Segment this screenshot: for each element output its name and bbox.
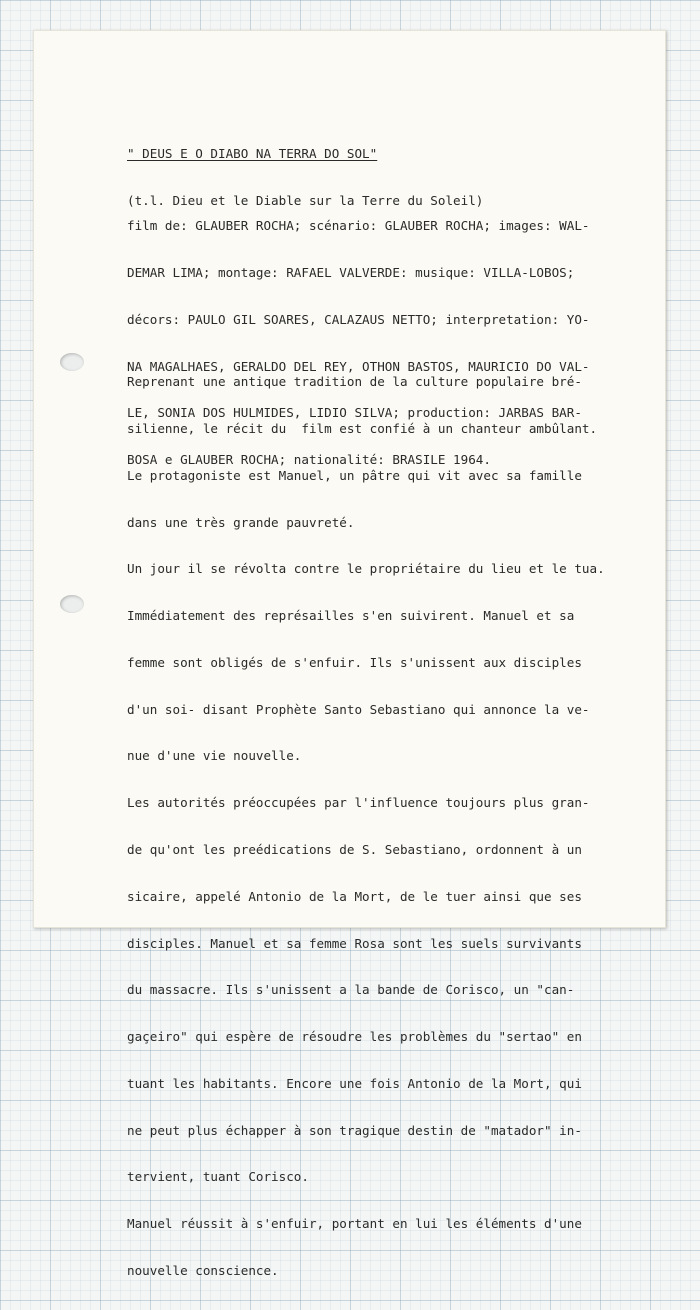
credits-line: décors: PAULO GIL SOARES, CALAZAUS NETTO; interpretation: YO- [127, 311, 590, 327]
credits-line: DEMAR LIMA; montage: RAFAEL VALVERDE: musique: VILLA-LOBOS; [127, 264, 575, 280]
film-title: " DEUS E O DIABO NA TERRA DO SOL" [127, 146, 378, 162]
synopsis-line: gaçeiro" qui espère de résoudre les problèmes du "sertao" en [127, 1029, 582, 1045]
credits-line: NA MAGALHAES, GERALDO DEL REY, OTHON BASTOS, MAURICIO DO VAL- [127, 358, 590, 374]
credits-line: film de: GLAUBER ROCHA; scénario: GLAUBER ROCHA; images: WAL- [127, 218, 590, 234]
synopsis-line: nouvelle conscience. [127, 1263, 279, 1279]
synopsis-line: Reprenant une antique tradition de la culture populaire bré- [127, 374, 582, 390]
punch-hole-top [60, 353, 84, 371]
synopsis-line: de qu'ont les preédications de S. Sebastiano, ordonnent à un [127, 842, 582, 857]
synopsis-line: Immédiatement des représailles s'en suivirent. Manuel et sa [127, 608, 575, 624]
film-translated-title: (t.l. Dieu et le Diable sur la Terre du Soleil) [127, 192, 484, 208]
synopsis-line: silienne, le récit du film est confié à un chanteur ambûlant. [127, 420, 598, 436]
synopsis-line: disciples. Manuel et sa femme Rosa sont les suels survivants [127, 935, 582, 951]
synopsis-line: femme sont obligés de s'enfuir. Ils s'unissent aux disciples [127, 654, 582, 670]
synopsis-line: tuant les habitants. Encore une fois Antonio de la Mort, qui [127, 1075, 582, 1091]
typed-page [33, 30, 666, 1279]
synopsis-line: d'un soi- disant Prophète Santo Sebastiano qui annonce la ve- [127, 701, 590, 717]
synopsis-line: Un jour il se révolta contre le propriétaire du lieu et le tua. [127, 561, 605, 577]
synopsis-line: Le protagoniste est Manuel, un pâtre qui vit avec sa famille [127, 467, 582, 483]
synopsis-line: sicaire, appelé Antonio de la Mort, de le tuer ainsi que ses [127, 888, 582, 904]
synopsis-line: Les autorités préoccupées par l'influence toujours plus gran- [127, 795, 590, 811]
credits-line: LE, SONIA DOS HULMIDES, LIDIO SILVA; production: JARBAS BAR- [127, 405, 582, 421]
punch-hole-bottom [60, 595, 84, 613]
synopsis-paragraph [127, 343, 605, 1310]
credits-line: BOSA e GLAUBER ROCHA; nationalité: BRASILE 1964. [127, 452, 491, 468]
synopsis-line: Manuel réussit à s'enfuir, portant en lui les éléments d'une [127, 1216, 582, 1232]
synopsis-line: dans une très grande pauvreté. [127, 514, 355, 530]
synopsis-line: ne peut plus échapper à son tragique destin de "matador" in- [127, 1122, 582, 1138]
synopsis-line: du massacre. Ils s'unissent a la bande de Corisco, un "can- [127, 982, 575, 998]
synopsis-line: tervient, tuant Corisco. [127, 1169, 309, 1185]
synopsis-line: nue d'une vie nouvelle. [127, 748, 302, 764]
